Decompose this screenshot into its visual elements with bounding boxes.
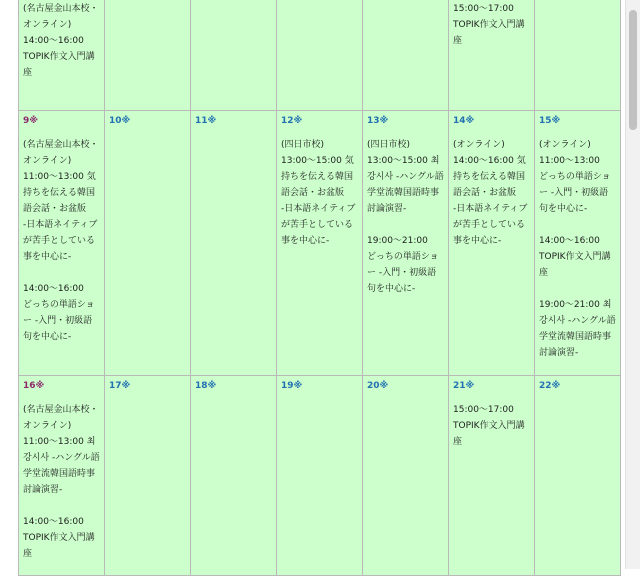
calendar-week-row: [19, 111, 621, 376]
event-text: (名古屋金山本校・オンライン) 11:00〜13:00 최강시사 -ハングル語学堂流韓国語時事討論演習- 14:00〜16:00 TOPIK作文入門講座: [23, 405, 100, 559]
calendar-day-cell: [191, 376, 277, 576]
calendar-week-row: [19, 376, 621, 576]
calendar-day-cell: [191, 111, 277, 376]
event-text: (名古屋金山本校・オンライン) 14:00〜16:00 TOPIK作文入門講座: [23, 4, 99, 78]
day-number[interactable]: 13※: [367, 116, 389, 126]
calendar-day-cell: [105, 376, 191, 576]
event-text: (四日市校) 13:00〜15:00 気持ちを伝える韓国語会話・お盆版 -日本語ネイティブが苦手としている事を中心に-: [281, 140, 356, 246]
event-text: (名古屋金山本校・オンライン) 11:00〜13:00 気持ちを伝える韓国語会話・お盆版 -日本語ネイティブが苦手としている事を中心に- 14:00〜16:00 どっちの単語ショー -入門・初級語句を中心に-: [23, 140, 99, 342]
scrollbar-thumb[interactable]: [629, 10, 637, 130]
calendar-day-cell: [535, 0, 621, 111]
day-number[interactable]: 18※: [195, 381, 217, 391]
calendar-day-cell: [449, 376, 535, 576]
day-number[interactable]: 15※: [539, 116, 561, 126]
calendar-day-cell: [19, 376, 105, 576]
calendar-day-cell: [363, 376, 449, 576]
calendar-day-cell: [449, 0, 535, 111]
calendar-table: [18, 0, 621, 576]
day-number[interactable]: 17※: [109, 381, 131, 391]
day-number[interactable]: 14※: [453, 116, 475, 126]
calendar-day-cell: [19, 111, 105, 376]
calendar-day-cell: [363, 111, 449, 376]
day-number[interactable]: 9※: [23, 116, 39, 126]
event-text: 15:00〜17:00 TOPIK作文入門講座: [453, 4, 525, 46]
calendar-day-cell: [535, 376, 621, 576]
day-number[interactable]: 12※: [281, 116, 303, 126]
calendar-day-cell: [363, 0, 449, 111]
calendar-day-cell: [277, 376, 363, 576]
calendar-day-cell: [535, 111, 621, 376]
calendar-day-cell: [105, 0, 191, 111]
calendar-day-cell: [277, 0, 363, 111]
day-number[interactable]: 19※: [281, 381, 303, 391]
event-text: (四日市校) 13:00〜15:00 최강시사 -ハングル語学堂流韓国語時事討論演習- 19:00〜21:00 どっちの単語ショー -入門・初級語句を中心に-: [367, 140, 444, 294]
event-text: 15:00〜17:00 TOPIK作文入門講座: [453, 405, 525, 447]
day-number[interactable]: 16※: [23, 381, 45, 391]
day-number[interactable]: 22※: [539, 381, 561, 391]
event-text: (オンライン) 14:00〜16:00 気持ちを伝える韓国語会話・お盆版 -日本語ネイティブが苦手としている事を中心に-: [453, 140, 528, 246]
day-number[interactable]: 11※: [195, 116, 217, 126]
vertical-scrollbar[interactable]: [625, 0, 640, 569]
calendar-week-row: [19, 0, 621, 111]
calendar-day-cell: [105, 111, 191, 376]
event-text: (オンライン) 11:00〜13:00 どっちの単語ショー -入門・初級語句を中心に- 14:00〜16:00 TOPIK作文入門講座 19:00〜21:00 최강시사 -ハングル語学堂流韓国語時事討論演習-: [539, 140, 616, 358]
calendar-day-cell: [19, 0, 105, 111]
day-number[interactable]: 21※: [453, 381, 475, 391]
calendar-day-cell: [191, 0, 277, 111]
day-number[interactable]: 20※: [367, 381, 389, 391]
day-number[interactable]: 10※: [109, 116, 131, 126]
calendar-day-cell: [277, 111, 363, 376]
page-margin: [0, 0, 18, 569]
calendar-day-cell: [449, 111, 535, 376]
